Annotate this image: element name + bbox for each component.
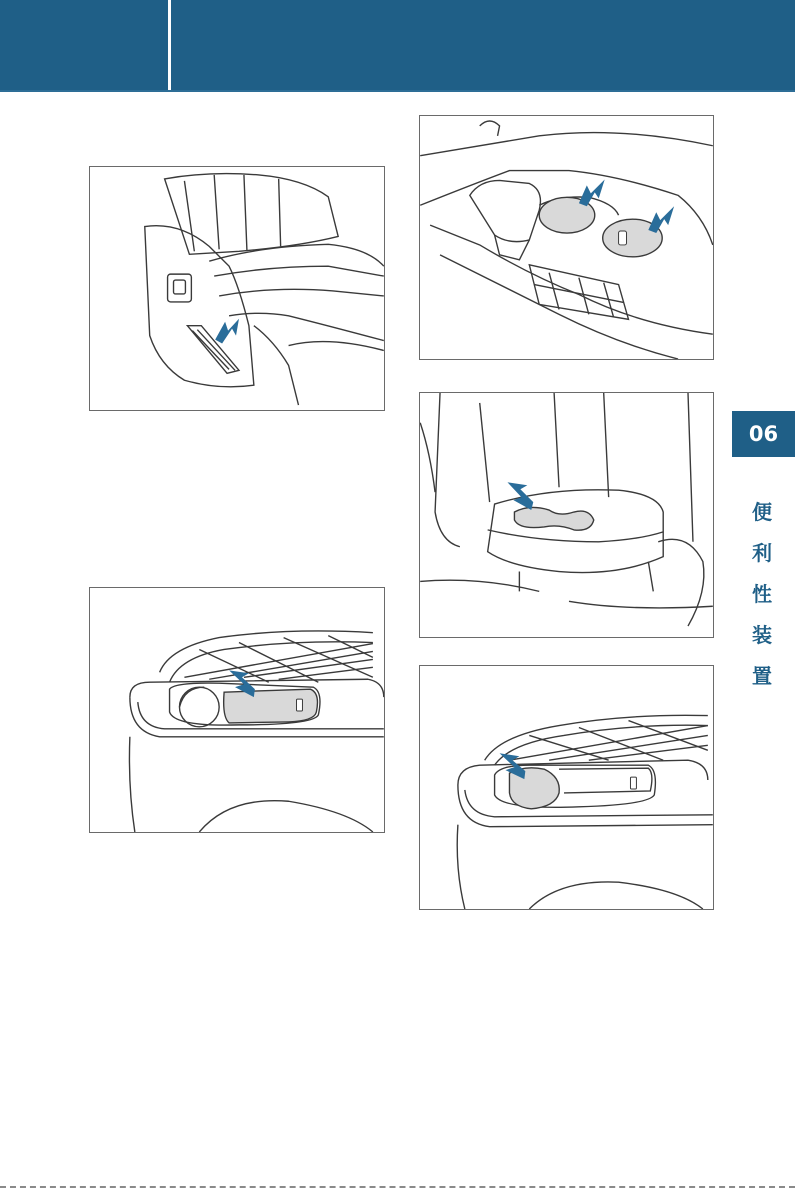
chapter-title-char: 置 (752, 664, 772, 688)
figure-door-armrest-cup-holder (419, 665, 714, 910)
seat-illustration (90, 167, 384, 410)
chapter-number: 06 (748, 422, 779, 446)
chapter-title-char: 性 (752, 582, 772, 606)
door-cup-illustration (420, 666, 713, 909)
header-rule (0, 90, 795, 92)
figure-door-armrest-storage (89, 587, 385, 833)
figure-seat-side-storage (89, 166, 385, 411)
page-header-bar (0, 0, 795, 90)
console-illustration (420, 116, 713, 359)
chapter-title-char: 装 (752, 623, 772, 647)
chapter-title-vertical (746, 502, 778, 707)
footer-rule (0, 1186, 795, 1188)
door-storage-illustration (90, 588, 384, 832)
chapter-tab (732, 411, 795, 457)
rear-armrest-illustration (420, 393, 713, 637)
chapter-title-char: 利 (752, 541, 772, 565)
figure-center-console-cup-holders (419, 115, 714, 360)
header-divider (168, 0, 171, 90)
figure-rear-armrest-cup-holder (419, 392, 714, 638)
chapter-title-char: 便 (752, 500, 772, 524)
